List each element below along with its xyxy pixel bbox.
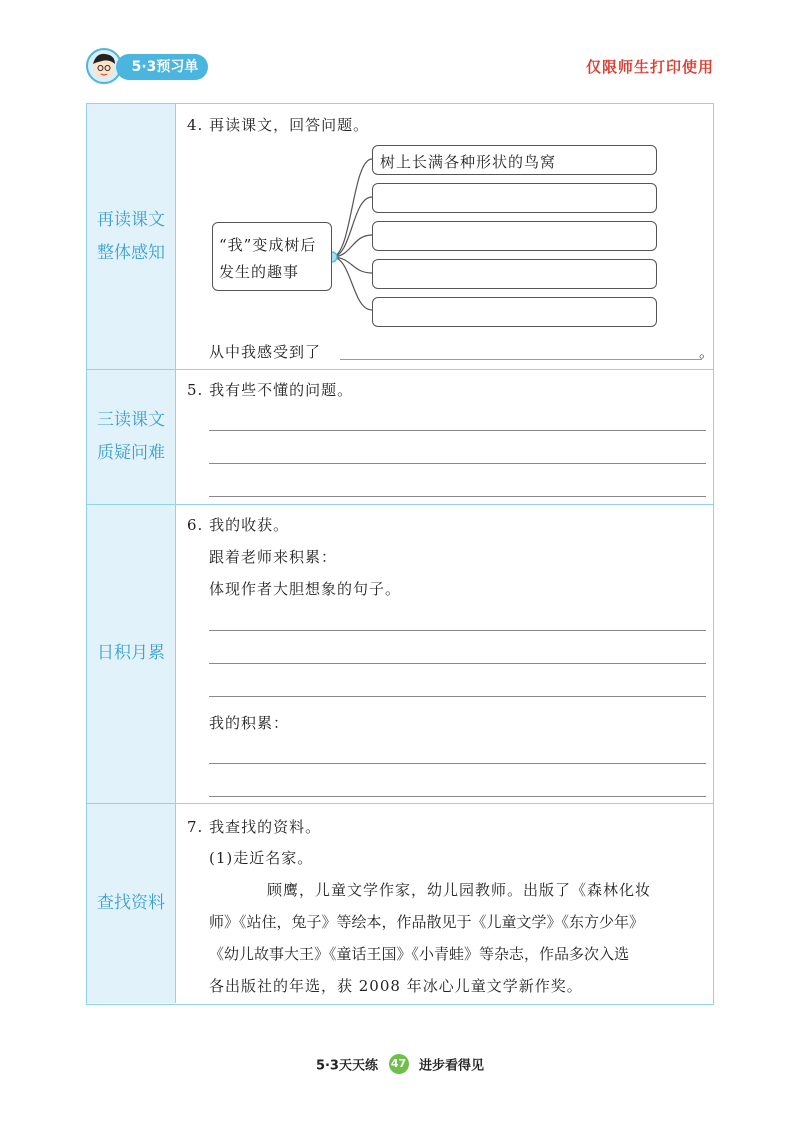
q7-title: 7. 我查找的资料。 — [187, 818, 322, 836]
answer-line[interactable] — [209, 663, 706, 664]
section-badge: 5·3预习单 — [116, 54, 208, 80]
row-divider — [87, 504, 713, 505]
q7-paragraph-line: 师》《站住，兔子》等绘本，作品散见于《儿童文学》《东方少年》 — [209, 913, 645, 931]
q5-title: 5. 我有些不懂的问题。 — [187, 381, 354, 399]
footer-brand: 5·3天天练 — [315, 1058, 378, 1074]
answer-line[interactable] — [209, 630, 706, 631]
q6-my-accumulation: 我的积累： — [209, 714, 290, 732]
q4-conclusion-label: 从中我感受到了 — [209, 343, 322, 361]
answer-line[interactable] — [209, 463, 706, 464]
section-label-research: 查找资料 — [87, 803, 176, 1003]
row-divider — [87, 803, 713, 804]
answer-line[interactable] — [209, 796, 706, 797]
footer-slogan: 进步看得见 — [419, 1058, 485, 1074]
page-number: 47 — [389, 1054, 409, 1074]
q6-title: 6. 我的收获。 — [187, 516, 290, 534]
branch-box-4-blank[interactable] — [372, 259, 657, 289]
page-footer — [0, 1054, 800, 1074]
section-label-reread: 再读课文 整体感知 — [87, 104, 176, 369]
worksheet-table — [86, 103, 714, 1005]
branch-box-3-blank[interactable] — [372, 221, 657, 251]
print-notice: 仅限师生打印使用 — [585, 58, 714, 76]
q6-follow-teacher: 跟着老师来积累： — [209, 548, 338, 566]
branch-box-2-blank[interactable] — [372, 183, 657, 213]
answer-line[interactable] — [209, 696, 706, 697]
branch-box-1: 树上长满各种形状的鸟窝 — [372, 145, 657, 175]
section-label-accumulate: 日积月累 — [87, 504, 176, 803]
q7-subtitle: (1)走近名家。 — [209, 849, 314, 867]
answer-line[interactable] — [209, 430, 706, 431]
q4-end-mark: 。 — [699, 343, 716, 361]
q7-paragraph-line: 各出版社的年选，获 2008 年冰心儿童文学新作奖。 — [209, 977, 583, 995]
q4-title: 4. 再读课文，回答问题。 — [187, 116, 370, 134]
q7-paragraph-line: 《幼儿故事大王》《童话王国》《小青蛙》等杂志，作品多次入选 — [209, 945, 630, 963]
q7-paragraph-line: 顾鹰，儿童文学作家，幼儿园教师。出版了《森林化妆 — [267, 881, 652, 899]
branch-box-5-blank[interactable] — [372, 297, 657, 327]
row-divider — [87, 369, 713, 370]
answer-line[interactable] — [209, 496, 706, 497]
mind-map-center-box: “我”变成树后 发生的趣事 — [212, 222, 332, 291]
q6-imagination-sentence: 体现作者大胆想象的句子。 — [209, 580, 402, 598]
section-label-questions: 三读课文 质疑问难 — [87, 369, 176, 504]
conclusion-answer-line[interactable] — [340, 359, 702, 360]
answer-line[interactable] — [209, 763, 706, 764]
